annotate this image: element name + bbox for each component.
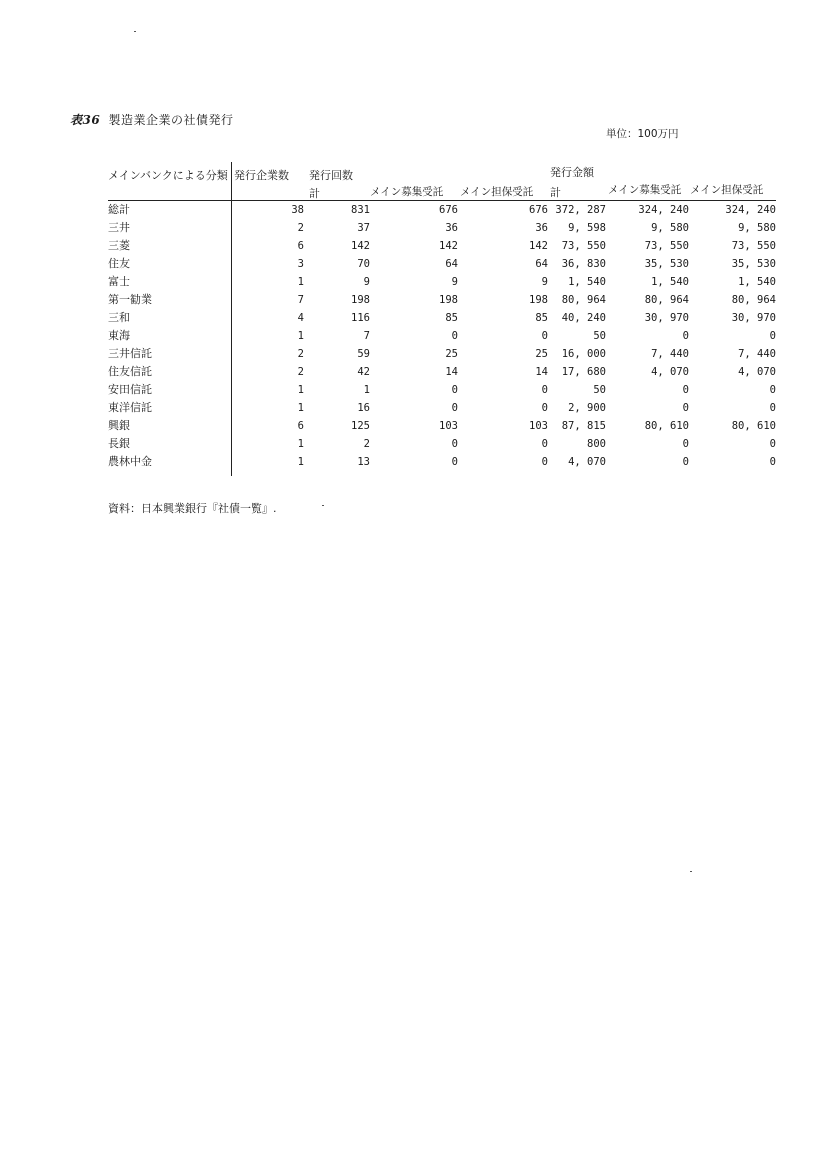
cell-count-main-trustee: 0 [541, 438, 548, 450]
cell-count-total: 16 [357, 402, 370, 414]
cell-amount-main-underwriting: 324, 240 [638, 204, 689, 216]
cell-count-total: 42 [357, 366, 370, 378]
header-amount-main-underwriting: メイン募集受託 [608, 184, 682, 196]
cell-count-main-underwriting: 0 [451, 384, 458, 396]
cell-amount-main-trustee: 0 [769, 438, 776, 450]
cell-bank-name: 富士 [108, 275, 130, 288]
cell-count-main-underwriting: 64 [445, 258, 458, 270]
cell-count-main-trustee: 676 [529, 204, 548, 216]
cell-count-main-underwriting: 198 [439, 294, 458, 306]
cell-amount-main-underwriting: 0 [682, 330, 689, 342]
cell-issuing-firms: 1 [297, 438, 304, 450]
cell-bank-name: 東洋信託 [108, 401, 152, 414]
cell-count-main-trustee: 0 [541, 384, 548, 396]
cell-amount-main-trustee: 1, 540 [738, 276, 776, 288]
cell-count-total: 7 [363, 330, 370, 342]
unit-label: 単位：100万円 [606, 128, 679, 140]
cell-count-main-underwriting: 0 [451, 402, 458, 414]
cell-amount-main-underwriting: 35, 530 [644, 258, 689, 270]
table-row [108, 435, 776, 453]
cell-count-main-underwriting: 103 [439, 420, 458, 432]
header-amount-main-trustee: メイン担保受託 [690, 184, 764, 196]
cell-issuing-firms: 38 [291, 204, 304, 216]
scan-speck [690, 871, 692, 872]
cell-count-main-trustee: 0 [541, 456, 548, 468]
cell-amount-main-trustee: 80, 610 [731, 420, 776, 432]
cell-amount-main-underwriting: 0 [682, 402, 689, 414]
cell-bank-name: 長銀 [108, 437, 130, 450]
cell-amount-main-underwriting: 80, 964 [644, 294, 689, 306]
cell-issuing-firms: 2 [297, 222, 304, 234]
cell-amount-main-trustee: 9, 580 [738, 222, 776, 234]
table-row [108, 201, 776, 219]
header-issuing-firms: 発行企業数 [234, 169, 289, 182]
cell-count-main-trustee: 142 [529, 240, 548, 252]
cell-count-total: 1 [363, 384, 370, 396]
cell-count-main-trustee: 36 [535, 222, 548, 234]
table-row [108, 273, 776, 291]
cell-count-main-underwriting: 0 [451, 438, 458, 450]
cell-count-main-underwriting: 14 [445, 366, 458, 378]
cell-bank-name: 住友 [108, 257, 130, 270]
table-row [108, 417, 776, 435]
cell-amount-main-underwriting: 80, 610 [644, 420, 689, 432]
cell-amount-total: 9, 598 [568, 222, 606, 234]
cell-amount-main-trustee: 0 [769, 456, 776, 468]
cell-amount-main-trustee: 0 [769, 330, 776, 342]
cell-bank-name: 三菱 [108, 239, 130, 252]
table-row [108, 219, 776, 237]
cell-count-total: 116 [351, 312, 370, 324]
cell-count-total: 125 [351, 420, 370, 432]
cell-count-main-underwriting: 36 [445, 222, 458, 234]
cell-issuing-firms: 2 [297, 366, 304, 378]
cell-count-total: 9 [363, 276, 370, 288]
cell-amount-main-underwriting: 7, 440 [651, 348, 689, 360]
bond-issuance-table [108, 201, 776, 471]
header-amount-total: 計 [550, 186, 561, 199]
cell-amount-total: 2, 900 [568, 402, 606, 414]
cell-issuing-firms: 1 [297, 456, 304, 468]
cell-count-main-trustee: 103 [529, 420, 548, 432]
cell-amount-total: 36, 830 [561, 258, 606, 270]
table-row [108, 255, 776, 273]
cell-bank-name: 安田信託 [108, 383, 152, 396]
cell-amount-main-trustee: 80, 964 [731, 294, 776, 306]
cell-amount-total: 73, 550 [561, 240, 606, 252]
cell-amount-total: 40, 240 [561, 312, 606, 324]
cell-count-total: 831 [351, 204, 370, 216]
cell-issuing-firms: 1 [297, 384, 304, 396]
table-title-text: 製造業企業の社債発行 [108, 113, 234, 127]
cell-issuing-firms: 6 [297, 240, 304, 252]
cell-count-main-trustee: 0 [541, 330, 548, 342]
cell-amount-total: 1, 540 [568, 276, 606, 288]
cell-amount-total: 17, 680 [561, 366, 606, 378]
cell-issuing-firms: 6 [297, 420, 304, 432]
header-count-total: 計 [309, 187, 320, 200]
table-row [108, 381, 776, 399]
cell-amount-total: 87, 815 [561, 420, 606, 432]
cell-amount-total: 372, 287 [555, 204, 606, 216]
cell-count-total: 198 [351, 294, 370, 306]
cell-amount-main-trustee: 0 [769, 402, 776, 414]
cell-count-main-underwriting: 142 [439, 240, 458, 252]
cell-issuing-firms: 1 [297, 276, 304, 288]
cell-amount-main-underwriting: 0 [682, 456, 689, 468]
cell-issuing-firms: 1 [297, 330, 304, 342]
cell-amount-main-underwriting: 0 [682, 384, 689, 396]
header-count-main-underwriting: メイン募集受託 [370, 186, 444, 198]
cell-count-main-underwriting: 0 [451, 330, 458, 342]
header-classification: メインバンクによる分類 [108, 169, 228, 182]
cell-count-main-trustee: 14 [535, 366, 548, 378]
header-count-main-trustee: メイン担保受託 [460, 186, 534, 198]
cell-amount-main-trustee: 35, 530 [731, 258, 776, 270]
scan-speck [134, 31, 136, 32]
cell-count-total: 2 [363, 438, 370, 450]
table-row [108, 453, 776, 471]
cell-amount-total: 16, 000 [561, 348, 606, 360]
cell-amount-main-underwriting: 73, 550 [644, 240, 689, 252]
cell-count-main-trustee: 198 [529, 294, 548, 306]
table-row [108, 309, 776, 327]
cell-amount-main-trustee: 4, 070 [738, 366, 776, 378]
cell-count-main-underwriting: 9 [451, 276, 458, 288]
cell-count-main-trustee: 25 [535, 348, 548, 360]
cell-amount-main-underwriting: 0 [682, 438, 689, 450]
cell-count-main-underwriting: 0 [451, 456, 458, 468]
header-issue-amount: 発行金額 [550, 166, 594, 179]
cell-count-main-underwriting: 85 [445, 312, 458, 324]
cell-count-main-trustee: 0 [541, 402, 548, 414]
cell-count-total: 37 [357, 222, 370, 234]
table-row [108, 237, 776, 255]
cell-bank-name: 東海 [108, 329, 130, 342]
table-row [108, 327, 776, 345]
cell-bank-name: 住友信託 [108, 365, 152, 378]
cell-bank-name: 第一勧業 [108, 293, 152, 306]
cell-amount-main-underwriting: 30, 970 [644, 312, 689, 324]
cell-count-main-trustee: 85 [535, 312, 548, 324]
cell-amount-main-underwriting: 1, 540 [651, 276, 689, 288]
cell-bank-name: 三和 [108, 311, 130, 324]
cell-count-total: 13 [357, 456, 370, 468]
header-issue-count: 発行回数 [309, 169, 353, 182]
cell-count-main-underwriting: 25 [445, 348, 458, 360]
source-note: 資料：日本興業銀行『社債一覧』. [108, 502, 277, 515]
cell-issuing-firms: 1 [297, 402, 304, 414]
cell-amount-total: 50 [593, 330, 606, 342]
table-title [70, 111, 234, 128]
cell-amount-total: 4, 070 [568, 456, 606, 468]
cell-amount-total: 50 [593, 384, 606, 396]
table-row [108, 399, 776, 417]
cell-issuing-firms: 3 [297, 258, 304, 270]
cell-bank-name: 三井 [108, 221, 130, 234]
cell-bank-name: 興銀 [108, 419, 130, 432]
cell-amount-main-trustee: 30, 970 [731, 312, 776, 324]
cell-count-total: 59 [357, 348, 370, 360]
cell-amount-main-trustee: 0 [769, 384, 776, 396]
cell-count-total: 70 [357, 258, 370, 270]
cell-issuing-firms: 4 [297, 312, 304, 324]
table-row [108, 345, 776, 363]
cell-amount-main-trustee: 324, 240 [725, 204, 776, 216]
table-row [108, 363, 776, 381]
cell-count-main-trustee: 64 [535, 258, 548, 270]
cell-bank-name: 総計 [108, 203, 130, 216]
table-row [108, 291, 776, 309]
cell-amount-total: 80, 964 [561, 294, 606, 306]
cell-issuing-firms: 7 [297, 294, 304, 306]
cell-issuing-firms: 2 [297, 348, 304, 360]
cell-count-total: 142 [351, 240, 370, 252]
scan-speck [322, 505, 324, 506]
cell-count-main-trustee: 9 [541, 276, 548, 288]
table-number: 表36 [70, 113, 101, 127]
cell-bank-name: 三井信託 [108, 347, 152, 360]
cell-amount-main-trustee: 7, 440 [738, 348, 776, 360]
cell-count-main-underwriting: 676 [439, 204, 458, 216]
cell-amount-main-underwriting: 4, 070 [651, 366, 689, 378]
cell-bank-name: 農林中金 [108, 455, 152, 468]
cell-amount-main-underwriting: 9, 580 [651, 222, 689, 234]
cell-amount-main-trustee: 73, 550 [731, 240, 776, 252]
cell-amount-total: 800 [587, 438, 606, 450]
